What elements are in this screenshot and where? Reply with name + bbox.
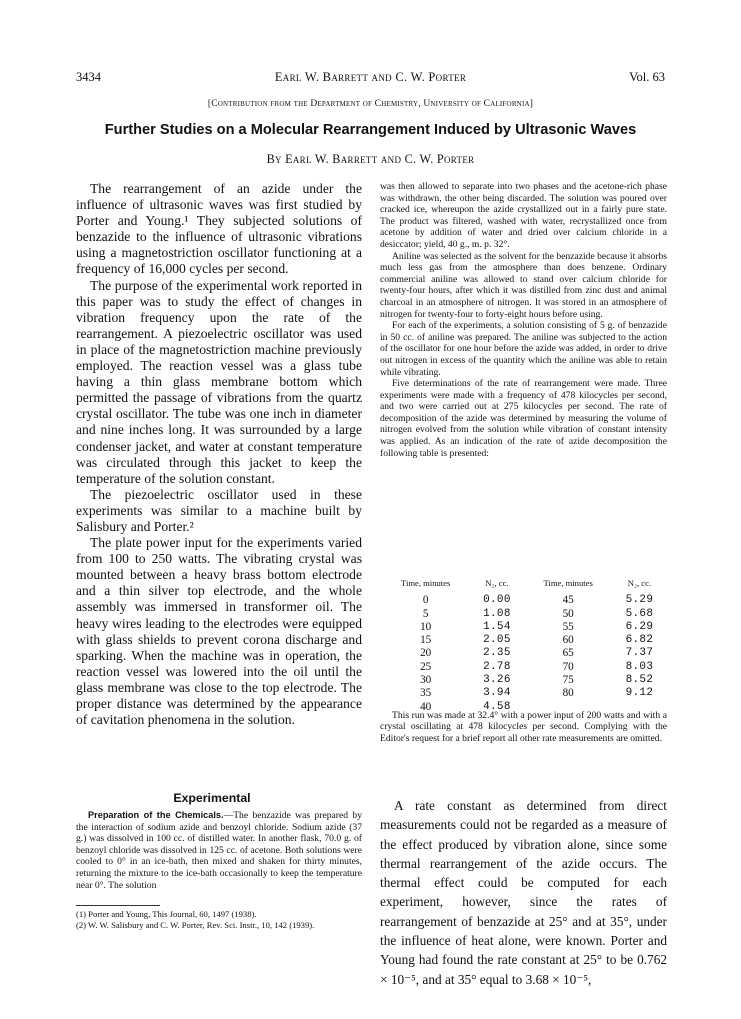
table-row [380, 621, 665, 634]
body-paragraph: A rate constant as determined from direct measurements could not be regarded as a measure of the effect produced by vibration alone, since some thermal rearrangement of the azide occurs. The thermal effect could be computed for each experiment, however, since the rates of rearrangement of benzazide at 25° and at 35°, under the influence of heat alone, were known. Porter and Young had found the rate constant at 25° to be 0.762 × 10⁻⁵, and at 35° equal to 3.68 × 10⁻⁵, [380, 798, 667, 987]
page-number: 3434 [76, 70, 101, 84]
table-cell: 4.58 [483, 700, 511, 713]
table-cell: 6.29 [625, 620, 654, 633]
table-row [380, 674, 665, 687]
table-cell: 7.37 [625, 647, 654, 660]
closing-text [380, 796, 667, 989]
column-header: N₂, cc. [627, 578, 652, 588]
table-cell: 35 [420, 687, 432, 700]
table-cell: 0 [422, 594, 429, 607]
right-column-text [380, 181, 667, 459]
body-paragraph-small: For each of the experiments, a solution consisting of 5 g. of benzazide in 50 cc. of aniline was prepared. The aniline was subjected to the action of the oscillator for one hour before the azide was added, in order to drive out nitrogen in excess of the quantity which the aniline was able to retain while vibrating. [380, 320, 667, 378]
table-row [380, 634, 665, 647]
column-header: Time, minutes [543, 578, 593, 588]
table-cell: 60 [562, 634, 574, 647]
footnote-2: (2) W. W. Salisbury and C. W. Porter, Rev. Sci. Instr., 10, 142 (1939). [76, 919, 315, 930]
body-paragraph: The plate power input for the experiments varied from 100 to 250 watts. The vibrating crystal was mounted between a heavy brass bottom electrode and a thin silver top electrode, and the whole assembly was immersed in transformer oil. The heavy wires leading to the electrodes were equipped with glass shields to prevent corona discharge and sparking. When the machine was in operation, the reaction vessel was lowered into the oil until the glass membrane was close to the top electrode. The proper distance was determined by the appearance of cavitation phenomena in the solution. [76, 535, 362, 728]
table-cell: 15 [420, 634, 432, 647]
table-cell: 10 [420, 620, 432, 633]
left-column-text [76, 181, 362, 728]
column-header: Time, minutes [401, 578, 451, 588]
table-cell: 2.35 [483, 647, 511, 660]
table-cell: 80 [562, 687, 574, 700]
nitrogen-volume-table [380, 577, 665, 714]
table-cell: 5.68 [625, 607, 654, 620]
table-row [380, 687, 665, 700]
contribution-line: [Contribution from the Department of Chemistry, University of California] [207, 99, 534, 109]
table-cell: 50 [562, 607, 574, 620]
body-paragraph-small: Five determinations of the rate of rearrangement were made. Three experiments were made with a frequency of 478 kilocycles per second, and two were carried out at 275 kilocycles per second. The rate of decomposition of the azide was determined by measuring the volume of nitrogen evolved from the solution while vibration of constant intensity was applied. As an indication of the rate of azide decomposition the following table is presented: [380, 378, 667, 459]
table-header-row [380, 577, 665, 594]
table-row [380, 608, 665, 621]
table-cell: 9.12 [625, 687, 654, 700]
table-cell: 0.00 [483, 594, 511, 607]
body-paragraph: The rearrangement of an azide under the influence of ultrasonic waves was first studied by Porter and Young.¹ They subjected solutions of benzazide to the influence of ultrasonic vibrations using a magnetostriction oscillator functioning at a frequency of 16,000 cycles per second. [76, 181, 362, 277]
body-paragraph: The purpose of the experimental work reported in this paper was to study the effect of changes in vibration frequency upon the rate of the rearrangement. A piezoelectric oscillator was used in place of the magnetostriction machine previously employed. The reaction vessel was a glass tube having a thin glass membrane bottom which permitted the passage of vibrations from the quartz crystal oscillator. The tube was one inch in diameter and nine inches long. It was surrounded by a large condenser jacket, and water at constant temperature was circulated through this jacket to keep the temperature of the solution constant. [76, 277, 362, 486]
table-cell: 65 [562, 647, 574, 660]
table-cell: 2.05 [483, 634, 511, 647]
table-cell: 5.29 [625, 594, 654, 607]
table-cell: 55 [562, 620, 574, 633]
footnote-rule [76, 905, 160, 906]
table-cell: 8.52 [625, 674, 654, 687]
table-cell: 5 [422, 607, 429, 620]
section-heading-experimental: Experimental [173, 791, 251, 805]
table-cell: 3.26 [483, 674, 511, 687]
run-in-heading: Preparation of the Chemicals. [88, 810, 224, 820]
table-cell: 20 [420, 647, 432, 660]
table-cell: 75 [562, 674, 574, 687]
experimental-paragraph [76, 810, 362, 891]
footnote-1: (1) Porter and Young, This Journal, 60, 1497 (1938). [76, 909, 257, 919]
body-paragraph-small: Aniline was selected as the solvent for the benzazide because it absorbs much less gas from the atmosphere than does benzene. Ordinary commercial aniline was allowed to stand over calcium chloride for twenty-four hours, after which it was distilled from zinc dust and animal charcoal in an atmosphere of nitrogen. It was stored in an atmosphere of nitrogen for twenty-four to forty-eight hours before using. [380, 250, 667, 320]
table-row [380, 594, 665, 607]
table-cell: 6.82 [625, 634, 654, 647]
table-note: This run was made at 32.4° with a power input of 200 watts and with a crystal oscillating at 478 kilocycles per second. Complying with the Editor's request for a brief report all other rate measurements are omitted. [380, 710, 667, 744]
table-cell: 45 [562, 594, 574, 607]
table-cell: 25 [420, 660, 432, 673]
article-title: Further Studies on a Molecular Rearrangement Induced by Ultrasonic Waves [104, 122, 637, 138]
table-cell: 8.03 [625, 660, 654, 673]
table-cell: 2.78 [483, 660, 511, 673]
experimental-body: —The benzazide was prepared by the interaction of sodium azide and benzoyl chloride. Sodium azide (37 g.) was dissolved in 100 cc. of distilled water. In another flask, 70.0 g. of benzoyl chloride was dissolved in 125 cc. of acetone. Both solutions were cooled to 0° in an ice-bath, then mixed and shaken for thirty minutes, returning the mixture to the ice-bath occasionally to keep the temperature near 0°. The solution [76, 810, 362, 891]
table-cell: 1.54 [483, 620, 511, 633]
running-head [76, 70, 665, 88]
table-cell: 3.94 [483, 687, 511, 700]
table-cell: 40 [420, 700, 432, 713]
table-row [380, 661, 665, 674]
body-paragraph-small: was then allowed to separate into two phases and the acetone-rich phase was withdrawn, the other being discarded. The solution was poured over cracked ice, whereupon the azide crystallized out in a fairly pure state. The product was filtered, washed with water, recrystallized once from acetone by addition of water and dried over calcium chloride in a desiccator; yield, 40 g., m. p. 32°. [380, 181, 667, 250]
column-header: N₂, cc. [485, 578, 509, 588]
table-row [380, 647, 665, 660]
running-head-authors: Earl W. Barrett and C. W. Porter [274, 70, 467, 84]
body-paragraph: The piezoelectric oscillator used in these experiments was similar to a machine built by Salisbury and Porter.² [76, 486, 362, 534]
table-cell: 1.08 [483, 607, 511, 620]
byline: By Earl W. Barrett and C. W. Porter [266, 152, 475, 166]
table-cell: 30 [420, 674, 432, 687]
footnotes [76, 909, 362, 930]
volume-label: Vol. 63 [629, 70, 665, 84]
table-cell: 70 [562, 660, 574, 673]
experimental-text [76, 810, 362, 891]
